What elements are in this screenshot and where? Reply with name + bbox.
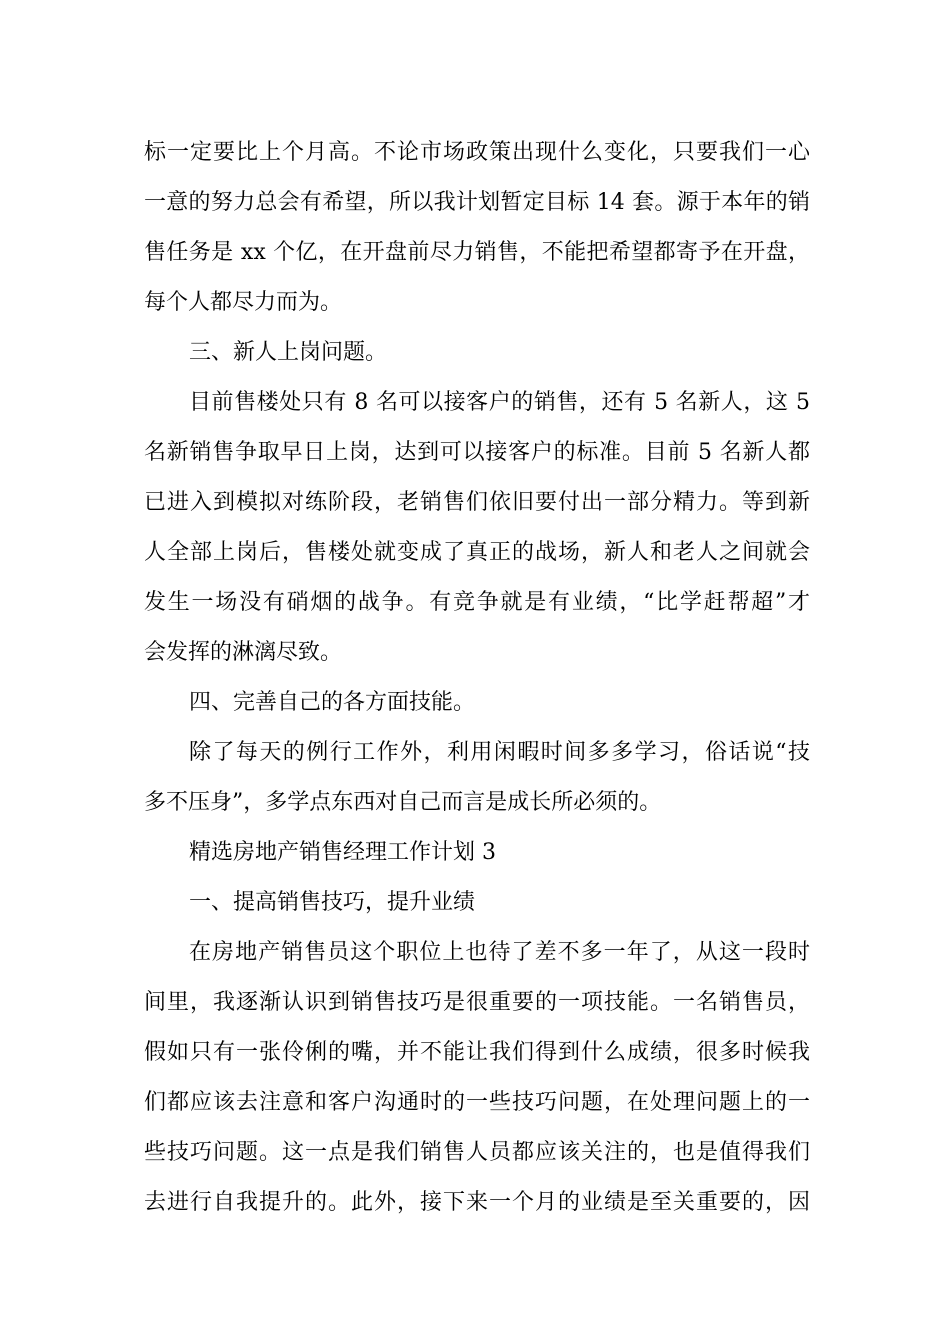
- paragraph-line: 在房地产销售员这个职位上也待了差不多一年了，从这一段时: [189, 940, 810, 965]
- paragraph-line: 间里，我逐渐认识到销售技巧是很重要的一项技能。一名销售员，: [144, 990, 810, 1015]
- paragraph-line: 目前售楼处只有 8 名可以接客户的销售，还有 5 名新人，这 5: [189, 390, 810, 415]
- paragraph-line: 一意的努力总会有希望，所以我计划暂定目标 14 套。源于本年的销: [144, 190, 810, 215]
- paragraph-line: 除了每天的例行工作外，利用闲暇时间多多学习，俗话说“技: [189, 740, 810, 765]
- paragraph-line: 发生一场没有硝烟的战争。有竞争就是有业绩，“比学赶帮超”才: [144, 590, 810, 615]
- paragraph-line: 售任务是 xx 个亿，在开盘前尽力销售，不能把希望都寄予在开盘，: [144, 240, 810, 265]
- paragraph-line: 些技巧问题。这一点是我们销售人员都应该关注的，也是值得我们: [144, 1140, 810, 1165]
- paragraph-line: 们都应该去注意和客户沟通时的一些技巧问题，在处理问题上的一: [144, 1090, 810, 1115]
- paragraph-line: 人全部上岗后，售楼处就变成了真正的战场，新人和老人之间就会: [144, 540, 810, 565]
- paragraph-line: 多不压身”，多学点东西对自己而言是成长所必须的。: [144, 790, 662, 815]
- section-heading: 三、新人上岗问题。: [189, 340, 388, 365]
- document-body: [144, 128, 810, 1228]
- section-heading: 一、提高销售技巧，提升业绩: [189, 890, 476, 915]
- section-heading: 四、完善自己的各方面技能。: [189, 690, 476, 715]
- document-title: 精选房地产销售经理工作计划 3: [189, 840, 496, 865]
- paragraph-line: 会发挥的淋漓尽致。: [144, 640, 343, 665]
- paragraph-line: 假如只有一张伶俐的嘴，并不能让我们得到什么成绩，很多时候我: [144, 1040, 810, 1065]
- paragraph-line: 名新销售争取早日上岗，达到可以接客户的标准。目前 5 名新人都: [144, 440, 810, 465]
- paragraph-line: 每个人都尽力而为。: [144, 290, 343, 315]
- paragraph-line: 标一定要比上个月高。不论市场政策出现什么变化，只要我们一心: [144, 140, 810, 165]
- paragraph-line: 已进入到模拟对练阶段，老销售们依旧要付出一部分精力。等到新: [144, 490, 810, 515]
- paragraph-line: 去进行自我提升的。此外，接下来一个月的业绩是至关重要的，因: [144, 1190, 810, 1215]
